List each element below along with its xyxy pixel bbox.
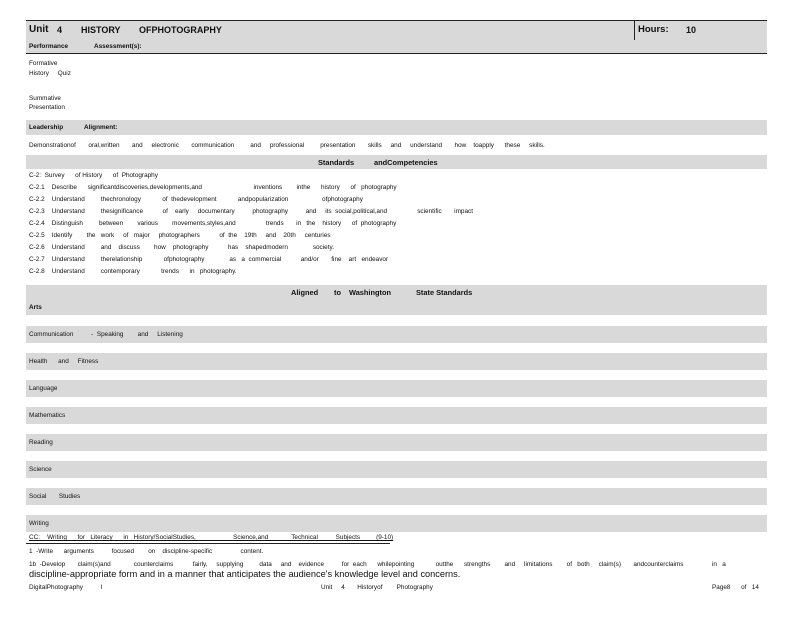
formative-items: History Quiz bbox=[29, 70, 71, 77]
header-divider bbox=[634, 20, 635, 40]
cc-underline bbox=[26, 543, 390, 544]
writing-bar bbox=[26, 515, 767, 532]
standard-item: C-2.5 Identify the work of major photographers of the 19th and 20th centuries bbox=[29, 232, 331, 239]
health-bar bbox=[26, 353, 767, 370]
formative-label: Formative bbox=[29, 60, 58, 67]
hours-label: Hours: bbox=[638, 24, 669, 35]
section-reading: Reading bbox=[29, 439, 53, 446]
leadership-label: Leadership bbox=[29, 124, 64, 131]
section-mathematics: Mathematics bbox=[29, 412, 66, 419]
aligned-heading-3: Washington bbox=[349, 288, 392, 297]
standard-item: C-2.3 Understand thesignificance of early documentary photography and its social,political,and scientific impact bbox=[29, 208, 473, 215]
language-bar bbox=[26, 380, 767, 397]
alignment-label: Alignment: bbox=[84, 124, 118, 131]
writing-item-1b-continued: discipline-appropriate form and in a manner that anticipates the audience's knowledge level and concerns. bbox=[29, 569, 461, 579]
social-studies-bar bbox=[26, 488, 767, 505]
writing-cc-line: CC: Writing for Literacy in History/SocialStudies, Science,and Technical Subjects (9-10) bbox=[29, 534, 394, 541]
leadership-text: Demonstrationof oral,written and electronic communication and professional presentation skills and understand how toapply these skills. bbox=[29, 142, 545, 149]
unit-title-word1: HISTORY bbox=[81, 25, 121, 35]
leadership-header-bar bbox=[26, 120, 767, 135]
mathematics-bar bbox=[26, 407, 767, 424]
summative-items: Presentation bbox=[29, 104, 65, 111]
unit-title-word2: OFPHOTOGRAPHY bbox=[139, 25, 222, 35]
standards-heading-1: Standards bbox=[318, 158, 355, 167]
aligned-header-bar bbox=[26, 285, 767, 315]
aligned-heading-4: State Standards bbox=[416, 288, 473, 297]
section-arts: Arts bbox=[29, 304, 42, 311]
summative-label: Summative bbox=[29, 95, 61, 102]
section-health: Health and Fitness bbox=[29, 358, 99, 365]
section-communication: Communication - Speaking and Listening bbox=[29, 331, 183, 338]
section-science: Science bbox=[29, 466, 52, 473]
performance-label: Performance bbox=[29, 43, 69, 50]
footer-page-number: Page8 of 14 bbox=[712, 584, 759, 591]
science-bar bbox=[26, 461, 767, 478]
aligned-heading-1: Aligned bbox=[291, 288, 319, 297]
unit-number: 4 bbox=[57, 25, 63, 35]
writing-item-1: 1 -Write arguments focused on discipline-specific content. bbox=[29, 548, 264, 555]
standard-item: C-2.2 Understand thechronology of thedevelopment andpopularization ofphotography bbox=[29, 196, 363, 203]
hours-value: 10 bbox=[686, 25, 697, 35]
section-language: Language bbox=[29, 385, 58, 392]
standard-item: C-2: Survey of History of Photography bbox=[29, 172, 158, 179]
assessment-label: Assessment(s): bbox=[94, 43, 142, 50]
standard-item: C-2.8 Understand contemporary trends in photography. bbox=[29, 268, 237, 275]
footer-course: DigitalPhotography I bbox=[29, 584, 103, 591]
section-writing: Writing bbox=[29, 520, 49, 527]
standards-heading-2: andCompetencies bbox=[374, 158, 438, 167]
footer-unit: Unit 4 Historyof Photography bbox=[321, 584, 433, 591]
standard-item: C-2.4 Distinguish between various movements,styles,and trends in the history of photography bbox=[29, 220, 397, 227]
standard-item: C-2.7 Understand therelationship ofphotography as a commercial and/or fine art endeavor bbox=[29, 256, 389, 263]
standard-item: C-2.1 Describe significantdiscoveries,developments,and inventions inthe history of photography bbox=[29, 184, 397, 191]
reading-bar bbox=[26, 434, 767, 451]
writing-item-1b: 1b -Develop claim(s)and counterclaims fairly, supplying data and evidence for each whilepointing outthe strengths and limitations of both claim(s) andcounterclaims in a bbox=[29, 561, 726, 568]
standard-item: C-2.6 Understand and discuss how photography has shapedmodern society. bbox=[29, 244, 335, 251]
unit-label: Unit bbox=[29, 24, 49, 35]
aligned-heading-2: to bbox=[334, 288, 341, 297]
section-social-studies: Social Studies bbox=[29, 493, 81, 500]
